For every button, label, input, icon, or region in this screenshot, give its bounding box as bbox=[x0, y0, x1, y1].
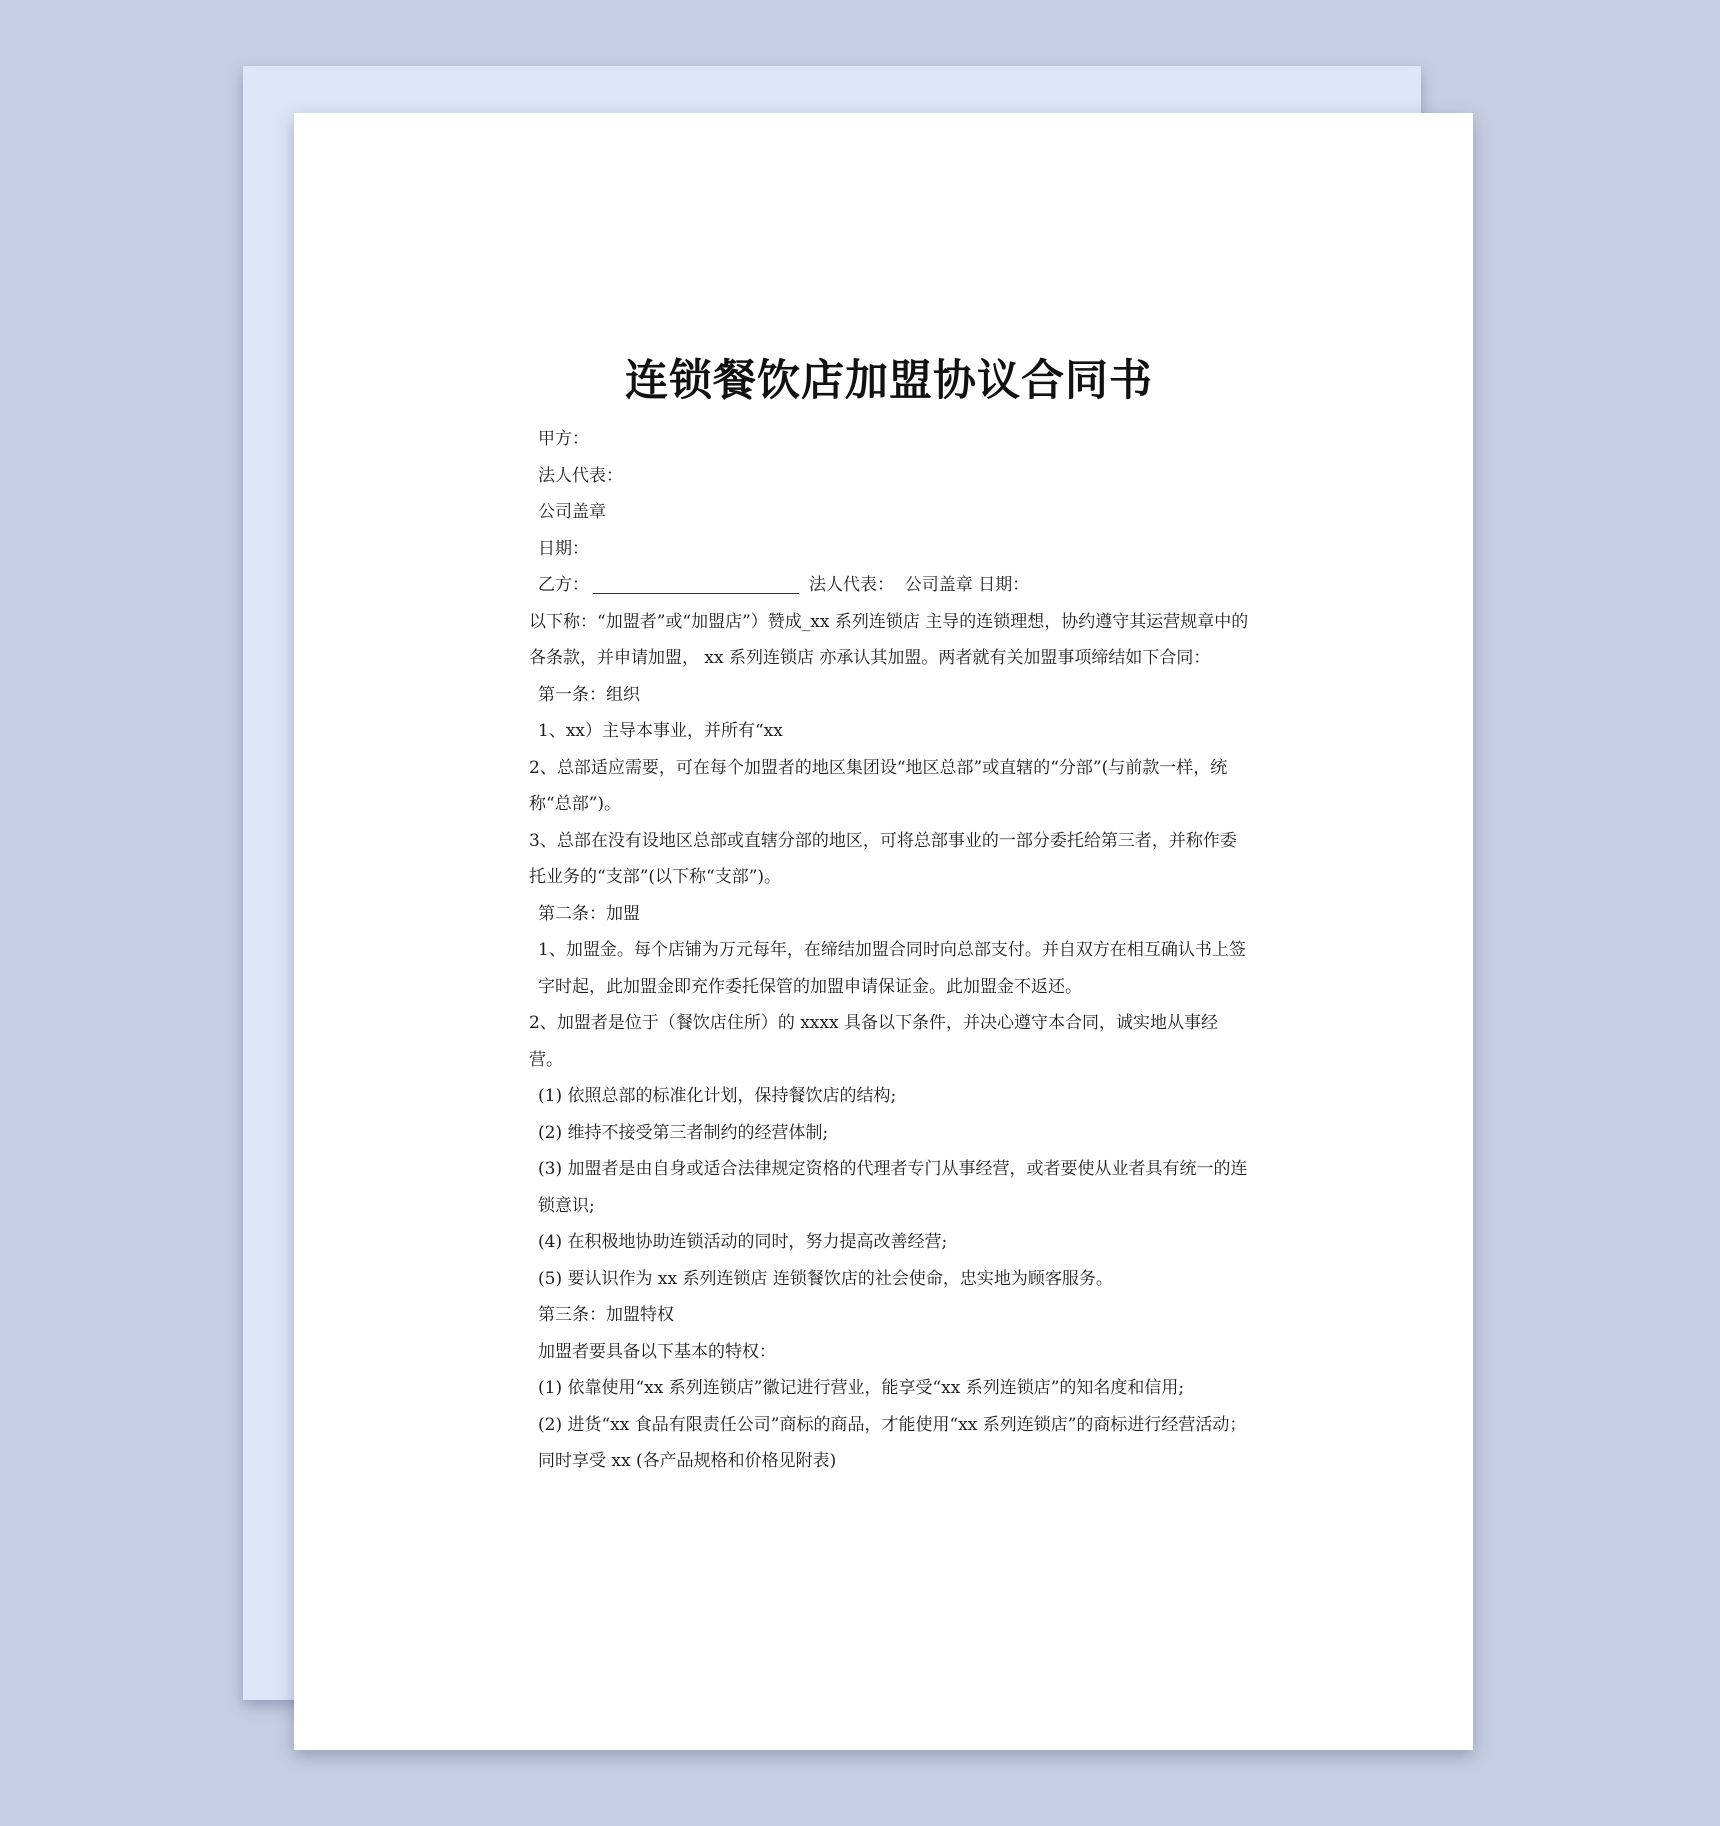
article-3-heading: 第三条：加盟特权 bbox=[538, 1305, 674, 1325]
article-3-privilege-2: (2) 进货“xx 食品有限责任公司”商标的商品，才能使用“xx 系列连锁店”的商标进行经营活动；同时享受 xx (各产品规格和价格见附表) bbox=[538, 1414, 1247, 1471]
document-page bbox=[294, 113, 1473, 1750]
article-2-condition-3: (3) 加盟者是由自身或适合法律规定资格的代理者专门从事经营，或者要使从业者具有统一的连锁意识; bbox=[538, 1159, 1248, 1216]
document-title: 连锁餐饮店加盟协议合同书 bbox=[625, 356, 1153, 406]
article-2-condition-4: (4) 在积极地协助连锁活动的同时，努力提高改善经营; bbox=[538, 1232, 948, 1252]
article-2-heading: 第二条：加盟 bbox=[538, 903, 640, 924]
article-1-item-3: 3、总部在没有设地区总部或直辖分部的地区，可将总部事业的一部分委托给第三者，并称作委托业务的“支部”(以下称“支部”)。 bbox=[529, 830, 1237, 887]
party-a-line: 甲方： bbox=[538, 429, 589, 449]
party-b-label: 乙方： bbox=[538, 575, 589, 595]
article-1-item-2: 2、总部适应需要，可在每个加盟者的地区集团设“地区总部”或直辖的“分部”(与前款一样，统称“总部”)。 bbox=[529, 757, 1228, 814]
article-3-intro: 加盟者要具备以下基本的特权： bbox=[538, 1341, 776, 1362]
date-line: 日期： bbox=[538, 538, 589, 559]
preamble-paragraph: 以下称：“加盟者”或“加盟店”）赞成_xx 系列连锁店 主导的连锁理想，协约遵守其运营规章中的各条款，并申请加盟， xx 系列连锁店 亦承认其加盟。两者就有关加盟事项缔结如下合同： bbox=[529, 611, 1249, 668]
legal-rep-line: 法人代表： bbox=[538, 465, 623, 486]
party-b-line bbox=[529, 567, 1249, 604]
article-2-item-1: 1、加盟金。每个店铺为万元每年，在缔结加盟合同时向总部支付。并自双方在相互确认书上签字时起，此加盟金即充作委托保管的加盟申请保证金。此加盟金不返还。 bbox=[538, 940, 1246, 997]
article-1-item-1: 1、xx）主导本事业，并所有“xx bbox=[538, 721, 783, 741]
company-seal-line: 公司盖章 bbox=[538, 502, 606, 522]
article-1-heading: 第一条：组织 bbox=[538, 684, 640, 705]
party-b-rest: 法人代表： 公司盖章 日期： bbox=[809, 575, 1030, 595]
article-2-condition-1: (1) 依照总部的标准化计划，保持餐饮店的结构; bbox=[538, 1086, 897, 1106]
article-2-condition-5: (5) 要认识作为 xx 系列连锁店 连锁餐饮店的社会使命，忠实地为顾客服务。 bbox=[538, 1268, 1113, 1289]
document-body bbox=[529, 351, 1249, 1480]
party-b-blank bbox=[593, 575, 799, 594]
article-2-condition-2: (2) 维持不接受第三者制约的经营体制; bbox=[538, 1122, 829, 1143]
article-2-item-2: 2、加盟者是位于（餐饮店住所）的 xxxx 具备以下条件，并决心遵守本合同，诚实地从事经营。 bbox=[529, 1013, 1218, 1070]
article-3-privilege-1: (1) 依靠使用“xx 系列连锁店”徽记进行营业，能享受“xx 系列连锁店”的知名度和信用; bbox=[538, 1378, 1185, 1398]
